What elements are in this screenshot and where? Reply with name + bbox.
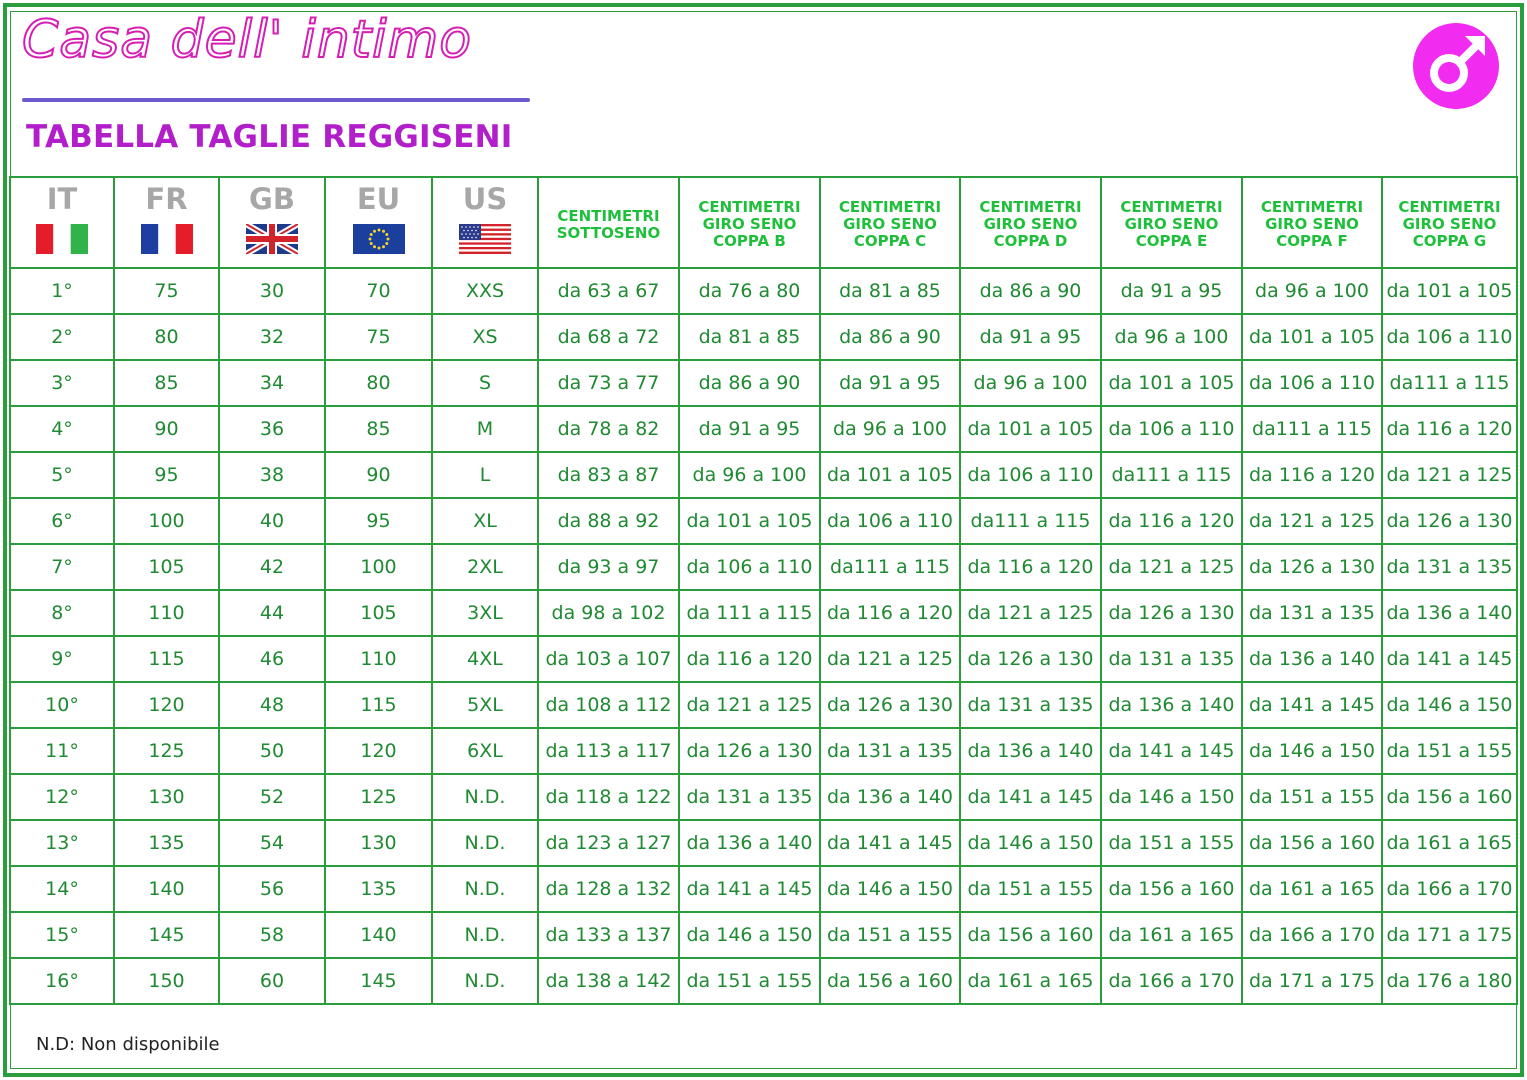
italy-flag-icon	[36, 224, 88, 254]
cell-eu-size: 105	[325, 590, 432, 636]
cell-fr-size: 150	[114, 958, 219, 1004]
cell-coppa-c-cm: da 91 a 95	[820, 360, 960, 406]
cell-sottoseno-cm: da 128 a 132	[538, 866, 679, 912]
us-flag-icon	[459, 224, 511, 254]
cell-us-size: XL	[432, 498, 538, 544]
cell-coppa-d-cm: da 161 a 165	[960, 958, 1101, 1004]
cell-coppa-f-cm: da 141 a 145	[1242, 682, 1382, 728]
cell-it-size: 11°	[10, 728, 114, 774]
cell-fr-size: 140	[114, 866, 219, 912]
header-line: COPPA F	[1276, 232, 1348, 250]
cell-eu-size: 90	[325, 452, 432, 498]
brand-logo: Casa dell' intimo	[22, 10, 473, 70]
cell-coppa-b-cm: da 76 a 80	[679, 268, 820, 314]
cell-us-size: N.D.	[432, 774, 538, 820]
cell-coppa-g-cm: da 176 a 180	[1382, 958, 1517, 1004]
cell-gb-size: 52	[219, 774, 325, 820]
cell-coppa-d-cm: da 136 a 140	[960, 728, 1101, 774]
cell-coppa-e-cm: da 161 a 165	[1101, 912, 1242, 958]
cell-sottoseno-cm: da 93 a 97	[538, 544, 679, 590]
cell-us-size: 6XL	[432, 728, 538, 774]
header-line: CENTIMETRI	[698, 198, 801, 216]
cell-coppa-b-cm: da 146 a 150	[679, 912, 820, 958]
cell-sottoseno-cm: da 68 a 72	[538, 314, 679, 360]
cell-eu-size: 125	[325, 774, 432, 820]
header-gb	[219, 177, 325, 268]
cell-coppa-d-cm: da 121 a 125	[960, 590, 1101, 636]
cell-coppa-b-cm: da 81 a 85	[679, 314, 820, 360]
cell-coppa-f-cm: da 101 a 105	[1242, 314, 1382, 360]
cell-coppa-f-cm: da 121 a 125	[1242, 498, 1382, 544]
cell-coppa-f-cm: da 151 a 155	[1242, 774, 1382, 820]
cell-coppa-c-cm: da 116 a 120	[820, 590, 960, 636]
cell-coppa-e-cm: da 136 a 140	[1101, 682, 1242, 728]
country-code: US	[462, 181, 508, 216]
cell-sottoseno-cm: da 108 a 112	[538, 682, 679, 728]
cell-coppa-c-cm: da 86 a 90	[820, 314, 960, 360]
cell-eu-size: 115	[325, 682, 432, 728]
cell-it-size: 12°	[10, 774, 114, 820]
cell-coppa-c-cm: da 146 a 150	[820, 866, 960, 912]
cell-coppa-g-cm: da 136 a 140	[1382, 590, 1517, 636]
cell-sottoseno-cm: da 138 a 142	[538, 958, 679, 1004]
page-title: TABELLA TAGLIE REGGISENI	[26, 119, 513, 155]
cell-coppa-f-cm: da111 a 115	[1242, 406, 1382, 452]
size-table	[9, 176, 1518, 1005]
header-line: COPPA B	[713, 232, 786, 250]
cell-eu-size: 70	[325, 268, 432, 314]
cell-gb-size: 36	[219, 406, 325, 452]
cell-coppa-b-cm: da 151 a 155	[679, 958, 820, 1004]
cell-coppa-c-cm: da 131 a 135	[820, 728, 960, 774]
cell-it-size: 1°	[10, 268, 114, 314]
header-coppa-d	[960, 177, 1101, 268]
cell-eu-size: 85	[325, 406, 432, 452]
cell-coppa-g-cm: da 116 a 120	[1382, 406, 1517, 452]
cell-coppa-e-cm: da 146 a 150	[1101, 774, 1242, 820]
cell-us-size: N.D.	[432, 958, 538, 1004]
cell-gb-size: 58	[219, 912, 325, 958]
cell-it-size: 7°	[10, 544, 114, 590]
table-row	[10, 774, 1517, 820]
cell-gb-size: 32	[219, 314, 325, 360]
cell-coppa-e-cm: da111 a 115	[1101, 452, 1242, 498]
cell-fr-size: 125	[114, 728, 219, 774]
cell-gb-size: 30	[219, 268, 325, 314]
table-row	[10, 498, 1517, 544]
cell-coppa-g-cm: da 146 a 150	[1382, 682, 1517, 728]
cell-it-size: 9°	[10, 636, 114, 682]
header-line: CENTIMETRI	[838, 198, 942, 216]
cell-it-size: 15°	[10, 912, 114, 958]
table-row	[10, 912, 1517, 958]
cell-gb-size: 56	[219, 866, 325, 912]
cell-eu-size: 140	[325, 912, 432, 958]
cell-coppa-g-cm: da111 a 115	[1382, 360, 1517, 406]
cell-fr-size: 85	[114, 360, 219, 406]
footnote: N.D: Non disponibile	[36, 1034, 220, 1055]
header-coppa-e	[1101, 177, 1242, 268]
cell-eu-size: 120	[325, 728, 432, 774]
country-code: EU	[356, 181, 401, 216]
cell-eu-size: 145	[325, 958, 432, 1004]
cell-coppa-g-cm: da 171 a 175	[1382, 912, 1517, 958]
cell-coppa-b-cm: da 121 a 125	[679, 682, 820, 728]
cell-coppa-c-cm: da 156 a 160	[820, 958, 960, 1004]
cell-coppa-f-cm: da 166 a 170	[1242, 912, 1382, 958]
cell-coppa-g-cm: da 161 a 165	[1382, 820, 1517, 866]
header-coppa-g	[1382, 177, 1517, 268]
cell-coppa-f-cm: da 146 a 150	[1242, 728, 1382, 774]
cell-it-size: 10°	[10, 682, 114, 728]
table-row	[10, 360, 1517, 406]
cell-sottoseno-cm: da 103 a 107	[538, 636, 679, 682]
header-it	[10, 177, 114, 268]
cell-it-size: 3°	[10, 360, 114, 406]
cell-coppa-d-cm: da 86 a 90	[960, 268, 1101, 314]
cell-coppa-f-cm: da 156 a 160	[1242, 820, 1382, 866]
header-line: COPPA D	[993, 232, 1068, 250]
cell-eu-size: 80	[325, 360, 432, 406]
country-code: GB	[249, 181, 295, 216]
cell-gb-size: 42	[219, 544, 325, 590]
header-coppa-b	[679, 177, 820, 268]
eu-flag-icon	[353, 224, 405, 254]
cell-coppa-b-cm: da 136 a 140	[679, 820, 820, 866]
cell-coppa-e-cm: da 166 a 170	[1101, 958, 1242, 1004]
cell-coppa-e-cm: da 126 a 130	[1101, 590, 1242, 636]
cell-sottoseno-cm: da 118 a 122	[538, 774, 679, 820]
cell-sottoseno-cm: da 78 a 82	[538, 406, 679, 452]
cell-gb-size: 54	[219, 820, 325, 866]
cell-coppa-f-cm: da 116 a 120	[1242, 452, 1382, 498]
cell-coppa-b-cm: da 141 a 145	[679, 866, 820, 912]
table-row	[10, 544, 1517, 590]
cell-sottoseno-cm: da 83 a 87	[538, 452, 679, 498]
cell-sottoseno-cm: da 63 a 67	[538, 268, 679, 314]
cell-coppa-b-cm: da 106 a 110	[679, 544, 820, 590]
header-line: COPPA G	[1412, 232, 1487, 250]
cell-fr-size: 120	[114, 682, 219, 728]
header-line: GIRO SENO	[983, 215, 1078, 233]
cell-coppa-d-cm: da 106 a 110	[960, 452, 1101, 498]
cell-coppa-d-cm: da 101 a 105	[960, 406, 1101, 452]
header-line: CENTIMETRI	[979, 198, 1082, 216]
cell-us-size: 3XL	[432, 590, 538, 636]
cell-sottoseno-cm: da 98 a 102	[538, 590, 679, 636]
size-table-body	[10, 268, 1517, 1004]
country-code: FR	[145, 181, 188, 216]
cell-fr-size: 135	[114, 820, 219, 866]
table-row	[10, 314, 1517, 360]
table-row	[10, 958, 1517, 1004]
header-row	[10, 177, 1517, 268]
cell-gb-size: 46	[219, 636, 325, 682]
cell-coppa-d-cm: da 151 a 155	[960, 866, 1101, 912]
cell-coppa-f-cm: da 171 a 175	[1242, 958, 1382, 1004]
header-line: GIRO SENO	[843, 215, 937, 233]
cell-us-size: N.D.	[432, 912, 538, 958]
cell-us-size: 4XL	[432, 636, 538, 682]
cell-it-size: 4°	[10, 406, 114, 452]
cell-it-size: 8°	[10, 590, 114, 636]
header-line: CENTIMETRI	[1398, 198, 1501, 216]
table-row	[10, 682, 1517, 728]
cell-gb-size: 40	[219, 498, 325, 544]
logo-underline	[22, 98, 530, 102]
cell-coppa-g-cm: da 131 a 135	[1382, 544, 1517, 590]
cell-sottoseno-cm: da 88 a 92	[538, 498, 679, 544]
cell-coppa-d-cm: da 141 a 145	[960, 774, 1101, 820]
cell-it-size: 2°	[10, 314, 114, 360]
cell-sottoseno-cm: da 123 a 127	[538, 820, 679, 866]
cell-us-size: 5XL	[432, 682, 538, 728]
cell-coppa-g-cm: da 156 a 160	[1382, 774, 1517, 820]
cell-fr-size: 100	[114, 498, 219, 544]
cell-sottoseno-cm: da 133 a 137	[538, 912, 679, 958]
cell-coppa-b-cm: da 131 a 135	[679, 774, 820, 820]
cell-it-size: 16°	[10, 958, 114, 1004]
cell-fr-size: 90	[114, 406, 219, 452]
cell-eu-size: 100	[325, 544, 432, 590]
france-flag-icon	[141, 224, 193, 254]
cell-fr-size: 105	[114, 544, 219, 590]
cell-gb-size: 38	[219, 452, 325, 498]
cell-coppa-e-cm: da 116 a 120	[1101, 498, 1242, 544]
table-row	[10, 866, 1517, 912]
cell-us-size: S	[432, 360, 538, 406]
cell-coppa-b-cm: da 116 a 120	[679, 636, 820, 682]
cell-coppa-d-cm: da 156 a 160	[960, 912, 1101, 958]
header-line: COPPA E	[1135, 232, 1208, 250]
cell-fr-size: 130	[114, 774, 219, 820]
cell-coppa-e-cm: da 106 a 110	[1101, 406, 1242, 452]
cell-coppa-g-cm: da 106 a 110	[1382, 314, 1517, 360]
cell-us-size: 2XL	[432, 544, 538, 590]
cell-sottoseno-cm: da 113 a 117	[538, 728, 679, 774]
cell-coppa-g-cm: da 126 a 130	[1382, 498, 1517, 544]
cell-coppa-c-cm: da 101 a 105	[820, 452, 960, 498]
cell-coppa-e-cm: da 91 a 95	[1101, 268, 1242, 314]
cell-coppa-d-cm: da 126 a 130	[960, 636, 1101, 682]
cell-eu-size: 110	[325, 636, 432, 682]
cell-eu-size: 135	[325, 866, 432, 912]
cell-coppa-g-cm: da 151 a 155	[1382, 728, 1517, 774]
cell-coppa-c-cm: da 121 a 125	[820, 636, 960, 682]
header-line: SOTTOSENO	[556, 223, 661, 242]
header-eu	[325, 177, 432, 268]
cell-coppa-b-cm: da 96 a 100	[679, 452, 820, 498]
country-code: IT	[46, 181, 78, 216]
table-row	[10, 406, 1517, 452]
cell-coppa-b-cm: da 91 a 95	[679, 406, 820, 452]
cell-coppa-c-cm: da 96 a 100	[820, 406, 960, 452]
header-line: GIRO SENO	[702, 215, 797, 233]
cell-coppa-d-cm: da 131 a 135	[960, 682, 1101, 728]
cell-it-size: 6°	[10, 498, 114, 544]
cell-coppa-c-cm: da 126 a 130	[820, 682, 960, 728]
cell-coppa-f-cm: da 106 a 110	[1242, 360, 1382, 406]
cell-us-size: N.D.	[432, 820, 538, 866]
cell-coppa-f-cm: da 96 a 100	[1242, 268, 1382, 314]
cell-gb-size: 48	[219, 682, 325, 728]
cell-coppa-f-cm: da 161 a 165	[1242, 866, 1382, 912]
cell-coppa-c-cm: da111 a 115	[820, 544, 960, 590]
table-row	[10, 452, 1517, 498]
header-coppa-c	[820, 177, 960, 268]
cell-sottoseno-cm: da 73 a 77	[538, 360, 679, 406]
cell-it-size: 14°	[10, 866, 114, 912]
cell-coppa-d-cm: da111 a 115	[960, 498, 1101, 544]
table-row	[10, 590, 1517, 636]
table-row	[10, 268, 1517, 314]
header-line: CENTIMETRI	[1120, 198, 1223, 216]
cell-coppa-b-cm: da 126 a 130	[679, 728, 820, 774]
cell-coppa-e-cm: da 96 a 100	[1101, 314, 1242, 360]
male-symbol-icon	[1413, 23, 1499, 109]
cell-coppa-c-cm: da 141 a 145	[820, 820, 960, 866]
cell-coppa-f-cm: da 136 a 140	[1242, 636, 1382, 682]
cell-us-size: XS	[432, 314, 538, 360]
cell-coppa-g-cm: da 166 a 170	[1382, 866, 1517, 912]
cell-coppa-b-cm: da 86 a 90	[679, 360, 820, 406]
cell-fr-size: 115	[114, 636, 219, 682]
cell-coppa-f-cm: da 131 a 135	[1242, 590, 1382, 636]
cell-eu-size: 75	[325, 314, 432, 360]
cell-coppa-e-cm: da 156 a 160	[1101, 866, 1242, 912]
cell-coppa-b-cm: da 111 a 115	[679, 590, 820, 636]
cell-us-size: L	[432, 452, 538, 498]
cell-coppa-d-cm: da 146 a 150	[960, 820, 1101, 866]
cell-fr-size: 110	[114, 590, 219, 636]
header-line: GIRO SENO	[1124, 215, 1219, 233]
cell-eu-size: 95	[325, 498, 432, 544]
cell-coppa-b-cm: da 101 a 105	[679, 498, 820, 544]
cell-us-size: N.D.	[432, 866, 538, 912]
cell-fr-size: 75	[114, 268, 219, 314]
cell-coppa-e-cm: da 121 a 125	[1101, 544, 1242, 590]
header-fr	[114, 177, 219, 268]
table-row	[10, 636, 1517, 682]
cell-coppa-e-cm: da 151 a 155	[1101, 820, 1242, 866]
header-line: COPPA C	[853, 232, 927, 250]
cell-coppa-g-cm: da 141 a 145	[1382, 636, 1517, 682]
cell-us-size: M	[432, 406, 538, 452]
header-line: GIRO SENO	[1265, 215, 1359, 233]
cell-coppa-g-cm: da 101 a 105	[1382, 268, 1517, 314]
header-line: CENTIMETRI	[1260, 198, 1364, 216]
cell-it-size: 13°	[10, 820, 114, 866]
cell-gb-size: 44	[219, 590, 325, 636]
header-line: GIRO SENO	[1402, 215, 1497, 233]
header-coppa-f	[1242, 177, 1382, 268]
cell-coppa-c-cm: da 106 a 110	[820, 498, 960, 544]
cell-coppa-d-cm: da 91 a 95	[960, 314, 1101, 360]
cell-coppa-c-cm: da 151 a 155	[820, 912, 960, 958]
table-row	[10, 820, 1517, 866]
header-us	[432, 177, 538, 268]
cell-fr-size: 145	[114, 912, 219, 958]
cell-gb-size: 50	[219, 728, 325, 774]
cell-us-size: XXS	[432, 268, 538, 314]
cell-fr-size: 95	[114, 452, 219, 498]
cell-coppa-d-cm: da 96 a 100	[960, 360, 1101, 406]
cell-coppa-d-cm: da 116 a 120	[960, 544, 1101, 590]
cell-coppa-g-cm: da 121 a 125	[1382, 452, 1517, 498]
header-sottoseno	[538, 177, 679, 268]
table-row	[10, 728, 1517, 774]
cell-coppa-e-cm: da 131 a 135	[1101, 636, 1242, 682]
cell-coppa-e-cm: da 141 a 145	[1101, 728, 1242, 774]
cell-it-size: 5°	[10, 452, 114, 498]
uk-flag-icon	[246, 224, 298, 254]
cell-coppa-c-cm: da 81 a 85	[820, 268, 960, 314]
header-line: CENTIMETRI	[557, 206, 660, 225]
cell-fr-size: 80	[114, 314, 219, 360]
cell-coppa-e-cm: da 101 a 105	[1101, 360, 1242, 406]
cell-eu-size: 130	[325, 820, 432, 866]
cell-coppa-c-cm: da 136 a 140	[820, 774, 960, 820]
cell-gb-size: 34	[219, 360, 325, 406]
cell-coppa-f-cm: da 126 a 130	[1242, 544, 1382, 590]
cell-gb-size: 60	[219, 958, 325, 1004]
